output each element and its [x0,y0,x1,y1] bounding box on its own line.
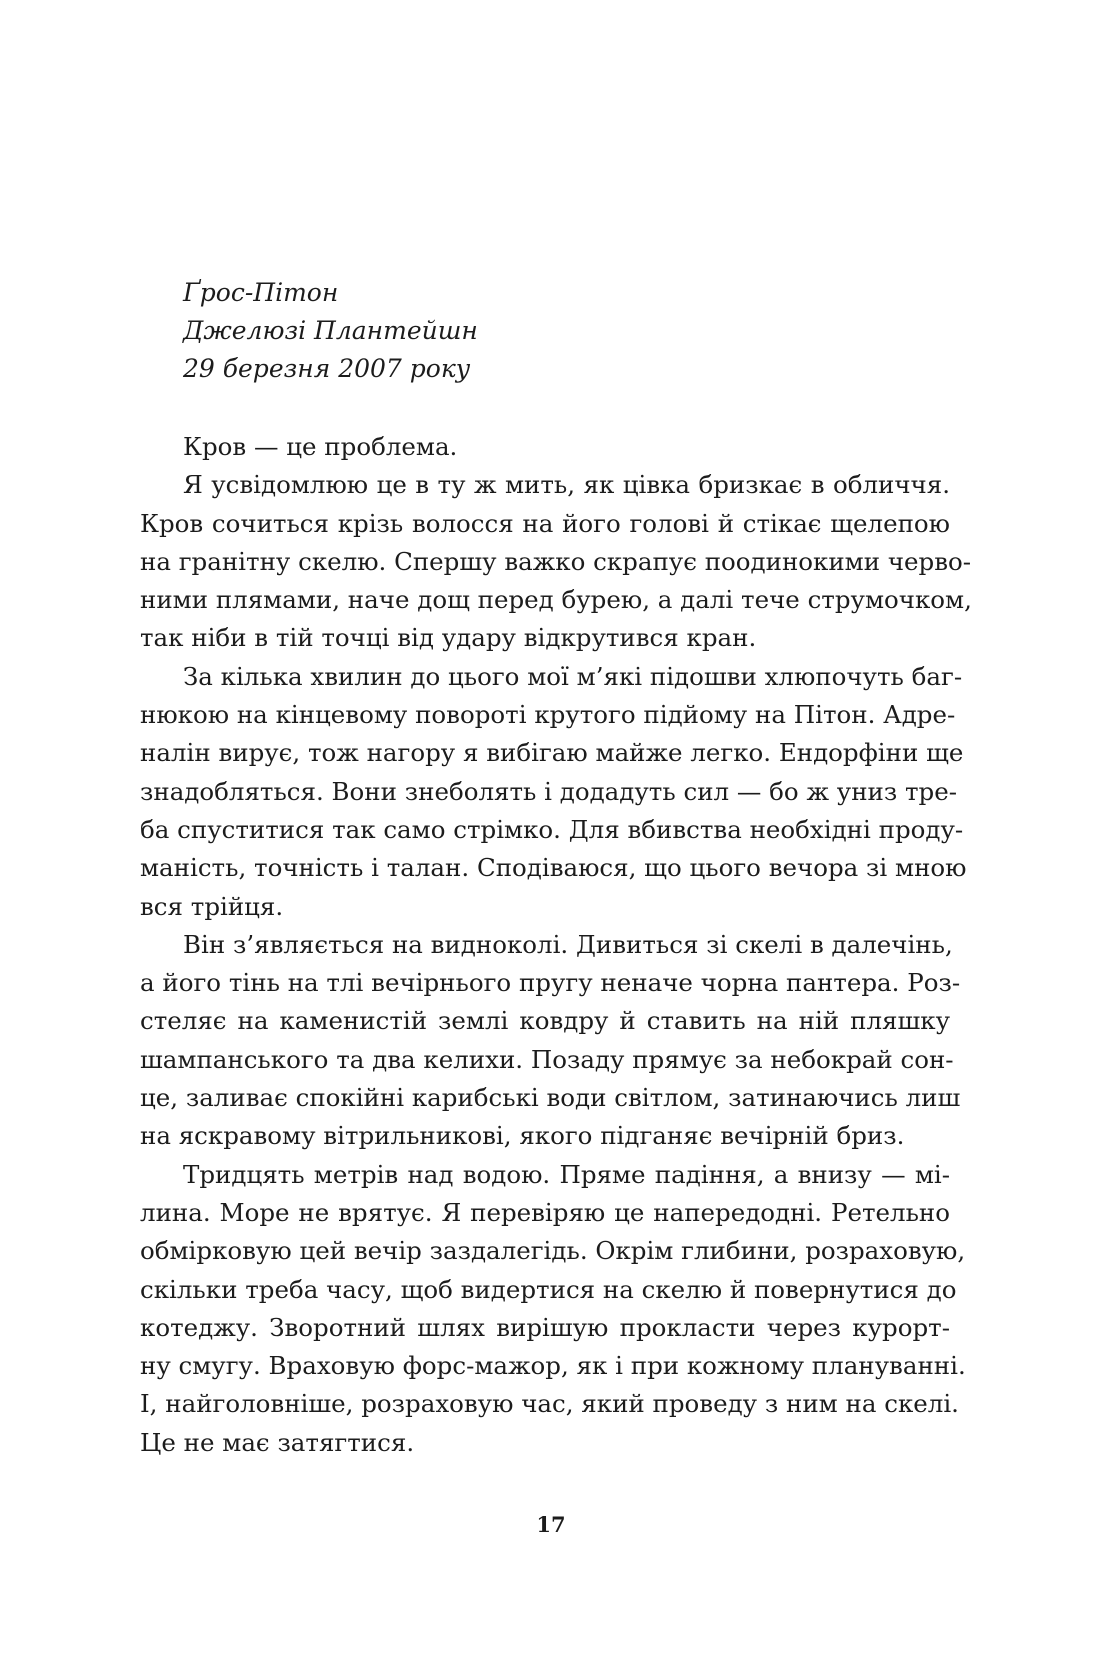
heading-estate: Джелюзі Плантейшн [183,316,478,345]
paragraph [140,926,961,1156]
page-number: 17 [536,1512,566,1537]
text-line: шампанського та два келихи. Позаду прямує за небокрай сон- [140,1044,954,1074]
text-line: маність, точність і талан. Сподіваюся, що цього вечора зі мною [140,853,967,883]
text-line: лина. Море не врятує. Я перевіряю це напередодні. Ретельно [140,1197,950,1227]
text-line: Це не має затягтися. [140,1427,415,1457]
heading-date: 29 березня 2007 року [183,354,471,383]
text-line: нюкою на кінцевому повороті крутого підйому на Пітон. Адре- [140,700,956,730]
text-line: Він з’являється на видноколі. Дивиться зі скелі в далечінь, [183,929,953,959]
text-line: це, заливає спокійні карибські води світлом, затинаючись лиш [140,1083,961,1113]
text-line: Я усвідомлюю це в ту ж мить, як цівка бризкає в обличчя. [183,470,950,500]
text-line: За кілька хвилин до цього мої м’які підошви хлюпочуть баг- [183,661,963,691]
text-line: налін вирує, тож нагору я вибігаю майже легко. Ендорфіни ще [140,738,964,768]
text-line: котеджу. Зворотний шлях вирішую прокласти через курорт- [140,1312,950,1342]
text-line: стеляє на каменистій землі ковдру й ставить на ній пляшку [140,1006,950,1036]
text-line: скільки треба часу, щоб видертися на скелю й повернутися до [140,1274,957,1304]
text-line: ну смугу. Враховую форс-мажор, як і при кожному плануванні. [140,1351,966,1381]
body-text [140,428,972,1462]
text-line: Кров — це проблема. [183,432,458,461]
paragraph [140,428,950,466]
text-line: знадобляться. Вони знеболять і додадуть сил — бо ж униз тре- [140,776,958,806]
text-line: ними плямами, наче дощ перед бурею, а далі тече струмочком, [140,585,972,615]
text-line: а його тінь на тлі вечірнього пругу неначе чорна пантера. Роз- [140,968,961,998]
text-line: ба спуститися так само стрімко. Для вбивства необхідні проду- [140,814,964,844]
text-line: на гранітну скелю. Спершу важко скрапує поодинокими черво- [140,546,972,576]
text-line: обмірковую цей вечір заздалегідь. Окрім глибини, розраховую, [140,1236,966,1266]
heading-place: Ґрос-Пітон [183,278,339,307]
text-line: так ніби в тій точці від удару відкрутився кран. [140,623,757,653]
chapter-heading [183,274,478,388]
paragraph [140,658,967,926]
text-line: Кров сочиться крізь волосся на його голові й стікає щелепою [140,508,950,538]
paragraph [140,1156,966,1462]
text-line: вся трійця. [140,891,284,921]
text-line: Тридцять метрів над водою. Пряме падіння, а внизу — мі- [183,1159,950,1189]
paragraph [140,466,972,657]
text-line: на яскравому вітрильникові, якого підганяє вечірній бриз. [140,1121,905,1151]
text-line: І, найголовніше, розраховую час, який проведу з ним на скелі. [140,1389,959,1419]
